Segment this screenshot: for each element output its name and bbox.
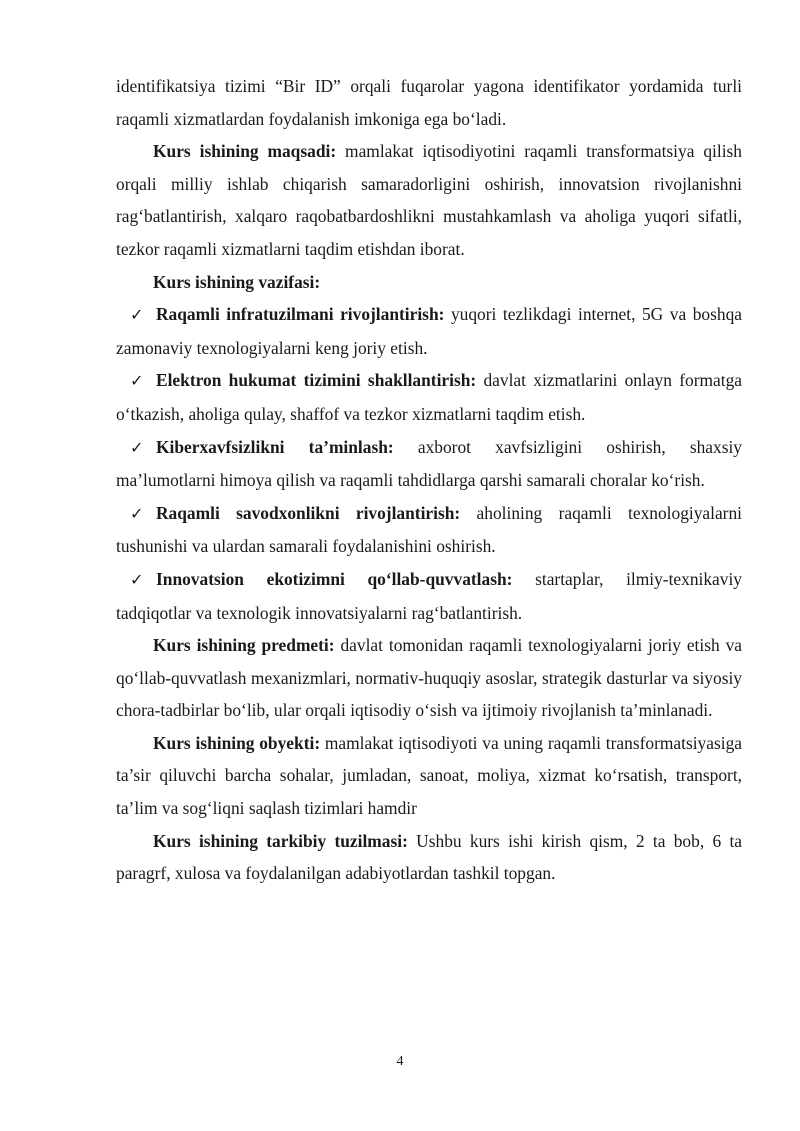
object-heading: Kurs ishining obyekti: (153, 732, 321, 753)
goal-text: mamlakat iqtisodiyotini raqamli transformatsiya qilish orqali milliy ishlab chiqarish samaradorligini oshirish, innovatsion rivojlanishni ragʻbatlantirish, xalqaro raqobatbardoshlikni mustahkamlash va aholiga yuqori sifatli, tezkor raqamli xizmatlarni taqdim etishdan iborat. (116, 141, 743, 259)
task-item (116, 298, 742, 364)
task-item (116, 431, 742, 497)
task-title: Raqamli infratuzilmani rivojlantirish: (156, 304, 445, 325)
task-item (116, 497, 742, 563)
task-title: Innovatsion ekotizimni qoʻllab-quvvatlash: (156, 568, 513, 589)
task-title: Elektron hukumat tizimini shakllantirish: (156, 370, 477, 391)
check-icon: ✓ (130, 371, 144, 391)
check-icon: ✓ (130, 437, 144, 457)
check-icon: ✓ (130, 503, 144, 523)
task-title: Kiberxavfsizlikni ta’minlash: (156, 436, 394, 457)
paragraph-structure (116, 825, 742, 890)
task-text: davlat xizmatlarini onlayn formatga oʻtkazish, aholiga qulay, shaffof va tezkor xizmatlarni taqdim etish. (116, 370, 742, 424)
object-text: mamlakat iqtisodiyoti va uning raqamli transformatsiyasiga ta’sir qiluvchi barcha sohalar, jumladan, sanoat, moliya, xizmat koʻrsatish, transport, ta’lim va sogʻliqni saqlash tizimlari hamdir (116, 732, 742, 819)
structure-heading: Kurs ishining tarkibiy tuzilmasi: (153, 830, 408, 851)
tasks-heading: Kurs ishining vazifasi: (153, 271, 321, 292)
structure-text: Ushbu kurs ishi kirish qism, 2 ta bob, 6 ta paragrf, xulosa va foydalanilgan adabiyotlardan tashkil topgan. (116, 830, 742, 884)
page-number: 4 (396, 1054, 404, 1069)
task-text: startaplar, ilmiy-texnikaviy tadqiqotlar va texnologik innovatsiyalarni ragʻbatlantirish. (116, 568, 743, 623)
paragraph-object (116, 727, 742, 825)
check-icon: ✓ (130, 305, 144, 325)
paragraph-goal (116, 135, 742, 265)
paragraph-subject (116, 629, 742, 727)
task-text: yuqori tezlikdagi internet, 5G va boshqa zamonaviy texnologiyalarni keng joriy etish. (116, 304, 742, 358)
goal-heading: Kurs ishining maqsadi: (153, 141, 337, 162)
subject-heading: Kurs ishining predmeti: (153, 635, 335, 656)
paragraph-intro: identifikatsiya tizimi “Bir ID” orqali fuqarolar yagona identifikator yordamida turli raqamli xizmatlardan foydalanish imkoniga ega boʻladi. (116, 76, 742, 129)
task-item (116, 563, 742, 629)
task-text: aholining raqamli texnologiyalarni tushunishi va ulardan samarali foydalanishini oshirish. (116, 502, 743, 557)
check-icon: ✓ (130, 569, 144, 589)
subject-text: davlat tomonidan raqamli texnologiyalarni joriy etish va qoʻllab-quvvatlash mexanizmlari, normativ-huquqiy asoslar, strategik dasturlar va siyosiy chora-tadbirlar boʻlib, ular orqali iqtisodiy oʻsish va ijtimoiy rivojlanish ta’minlanadi. (116, 635, 742, 721)
page-body (116, 70, 742, 890)
task-title: Raqamli savodxonlikni rivojlantirish: (156, 502, 461, 523)
paragraph-tasks-heading (116, 266, 742, 299)
task-text: axborot xavfsizligini oshirish, shaxsiy ma’lumotlarni himoya qilish va raqamli tahdidlarga qarshi samarali choralar koʻrish. (116, 436, 742, 491)
task-item (116, 364, 742, 430)
